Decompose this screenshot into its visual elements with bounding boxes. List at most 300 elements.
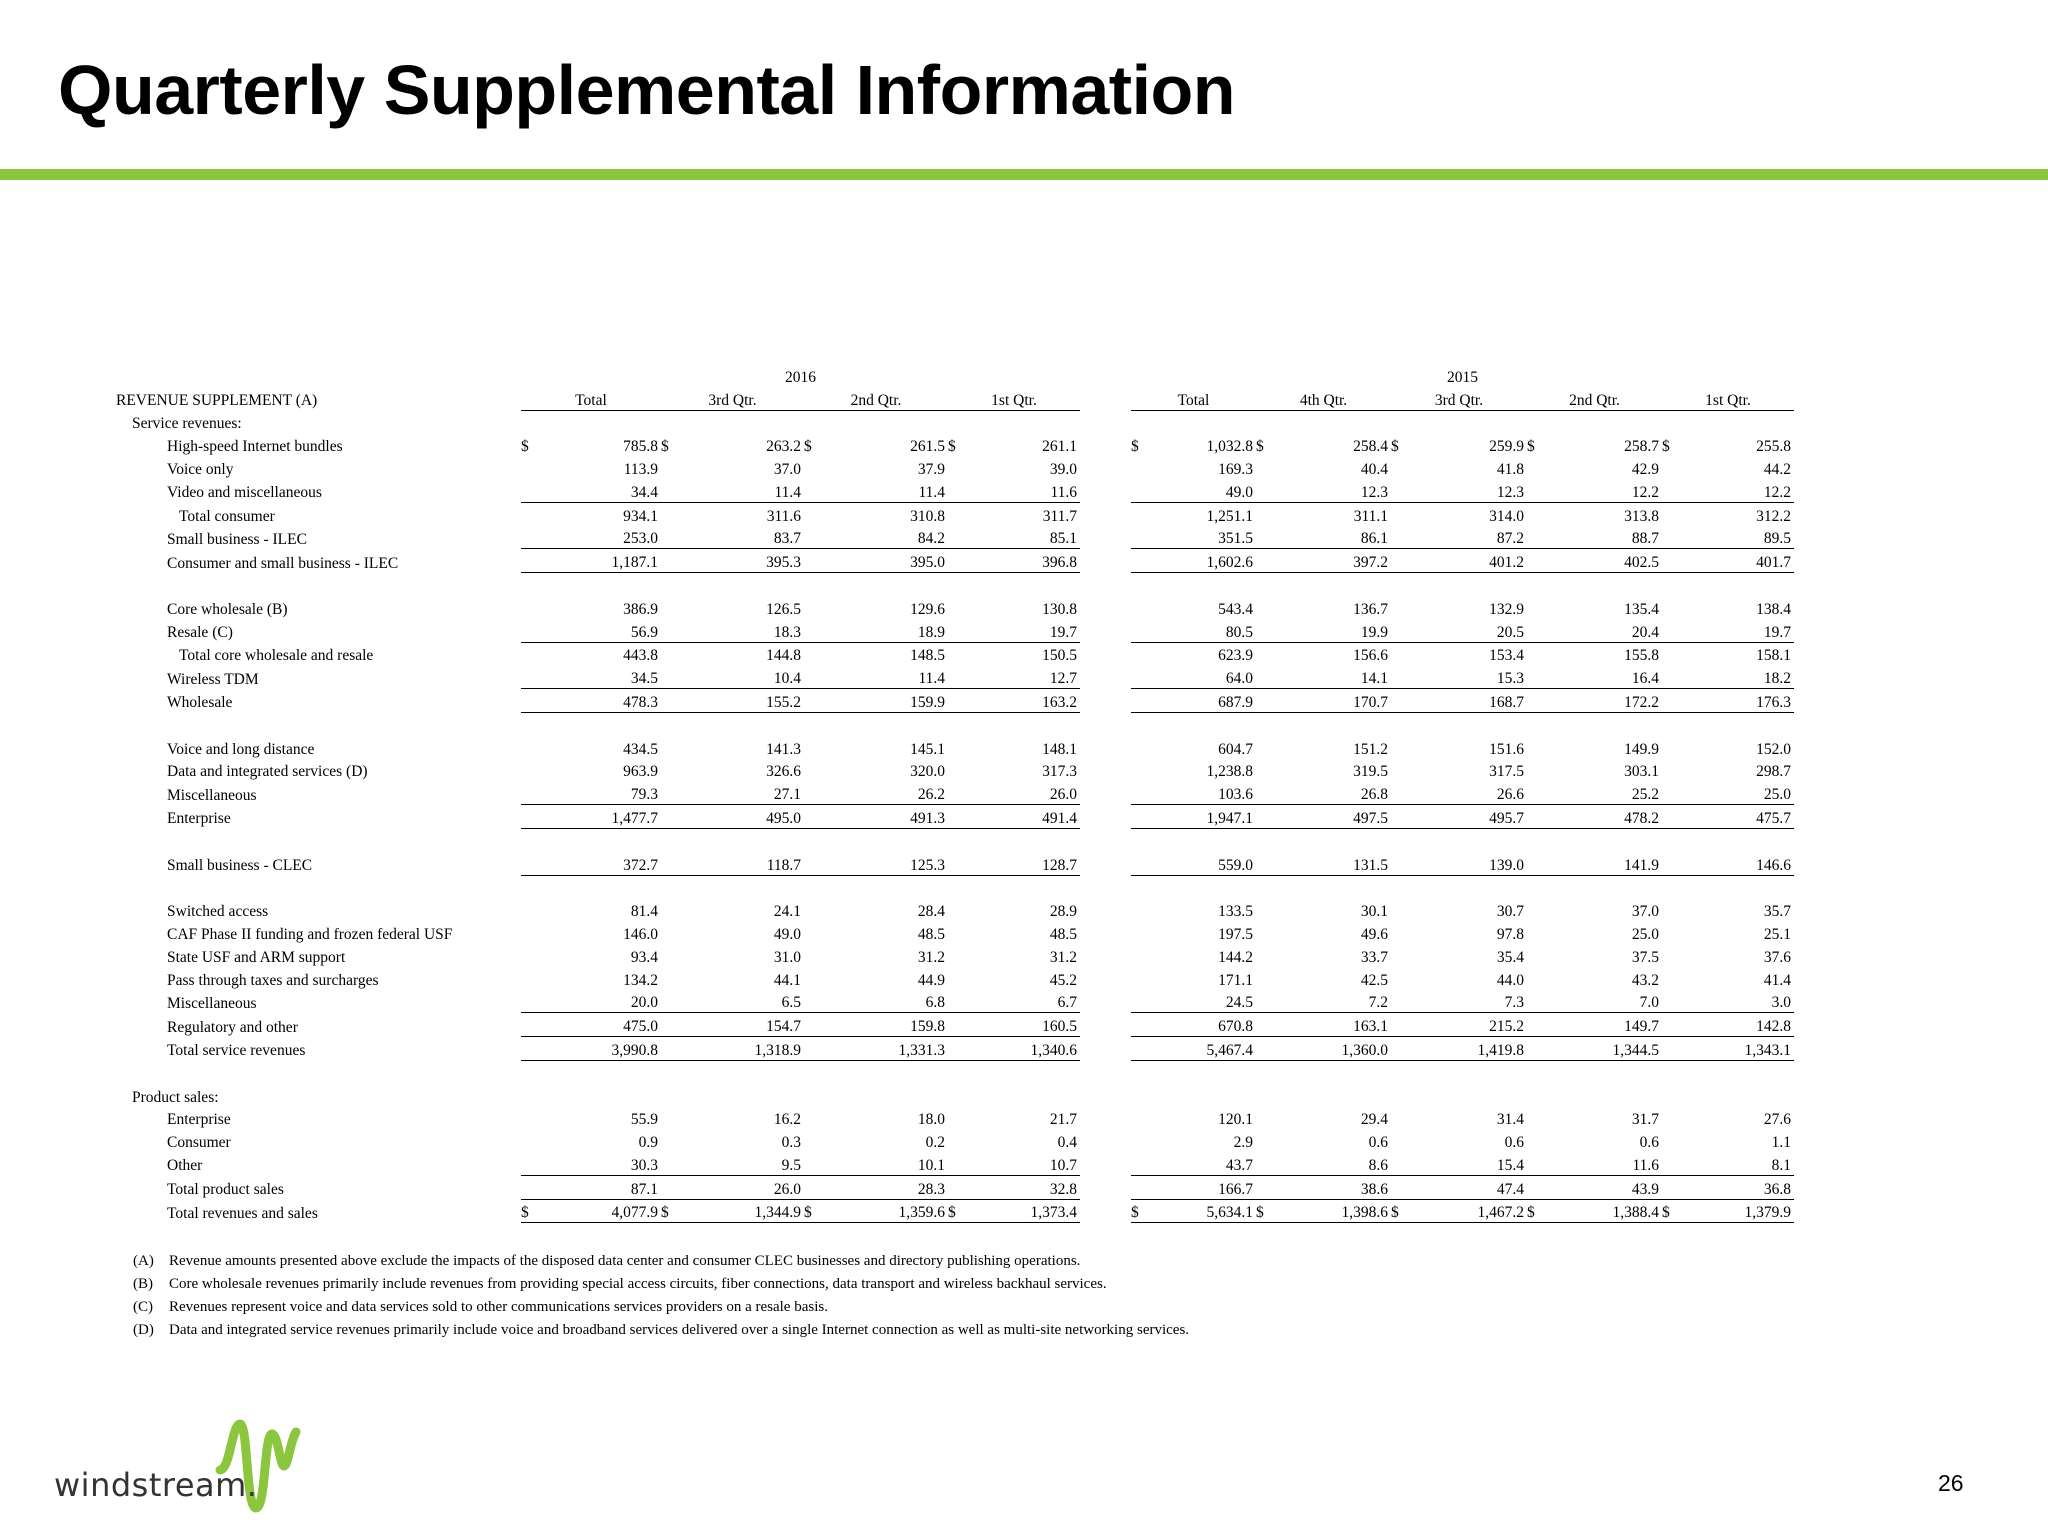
currency-symbol xyxy=(1256,665,1284,688)
currency-symbol xyxy=(1256,1175,1284,1199)
table-row xyxy=(116,1175,1794,1199)
currency-symbol xyxy=(1391,875,1419,898)
currency-symbol xyxy=(661,736,689,759)
currency-symbol xyxy=(948,1060,976,1083)
value-cell: 30.3 xyxy=(549,1152,661,1175)
currency-symbol xyxy=(1131,573,1159,596)
row-label: Regulatory and other xyxy=(167,1018,298,1036)
year-header-row xyxy=(116,364,1794,387)
footnote xyxy=(133,1276,1189,1299)
value-cell xyxy=(976,1084,1080,1107)
currency-symbol xyxy=(1391,526,1419,549)
value-cell: 159.9 xyxy=(832,689,948,713)
value-cell: 12.2 xyxy=(1555,479,1662,502)
currency-symbol: $ xyxy=(1131,438,1139,456)
table-row xyxy=(116,967,1794,990)
currency-symbol xyxy=(948,759,976,782)
currency-symbol xyxy=(1527,665,1555,688)
currency-symbol xyxy=(661,479,689,502)
value-cell: 37.6 xyxy=(1763,948,1791,966)
table-row xyxy=(116,1037,1794,1061)
currency-symbol xyxy=(521,852,549,875)
currency-symbol xyxy=(1527,1013,1555,1037)
value-cell: 11.4 xyxy=(832,665,948,688)
value-cell: 311.6 xyxy=(766,507,801,525)
value-cell: 785.8 xyxy=(623,438,658,456)
value-cell: 136.7 xyxy=(1353,600,1388,618)
currency-symbol xyxy=(521,1037,549,1061)
footnote-mark: (A) xyxy=(133,1253,154,1269)
currency-symbol: $ xyxy=(1391,1199,1419,1223)
currency-symbol xyxy=(1662,410,1690,433)
value-cell: 32.8 xyxy=(976,1175,1080,1199)
currency-symbol xyxy=(1662,549,1690,573)
currency-symbol xyxy=(1391,736,1419,759)
currency-symbol xyxy=(661,1152,689,1175)
currency-symbol xyxy=(521,828,549,851)
value-cell: 87.2 xyxy=(1419,526,1527,549)
currency-symbol xyxy=(521,1060,549,1083)
value-cell: 12.3 xyxy=(1419,479,1527,502)
row-label: Other xyxy=(167,1157,203,1175)
value-cell xyxy=(1284,410,1391,433)
value-cell: 0.3 xyxy=(781,1134,801,1152)
value-cell: 1,344.9 xyxy=(689,1199,804,1223)
currency-symbol xyxy=(521,898,549,921)
currency-symbol xyxy=(661,619,689,642)
value-cell: 31.2 xyxy=(1049,948,1077,966)
value-cell: 86.1 xyxy=(1284,526,1391,549)
currency-symbol xyxy=(948,944,976,967)
currency-symbol xyxy=(521,875,549,898)
currency-symbol xyxy=(804,619,832,642)
value-cell: 31.7 xyxy=(1631,1111,1659,1129)
value-cell: 144.8 xyxy=(766,647,801,665)
value-cell: 44.0 xyxy=(1496,971,1524,989)
currency-symbol xyxy=(661,828,689,851)
value-cell: 395.0 xyxy=(832,549,948,573)
currency-symbol xyxy=(1256,1129,1284,1152)
value-cell: 37.9 xyxy=(917,460,945,478)
table-row xyxy=(116,642,1794,665)
currency-symbol xyxy=(661,967,689,990)
value-cell xyxy=(1419,1060,1527,1083)
currency-symbol xyxy=(804,1060,832,1083)
value-cell: 142.8 xyxy=(1690,1013,1794,1037)
table-row xyxy=(116,944,1794,967)
value-cell: 150.5 xyxy=(1042,647,1077,665)
currency-symbol xyxy=(1391,1013,1419,1037)
currency-symbol xyxy=(1256,689,1284,713)
value-cell: 1,398.6 xyxy=(1284,1199,1391,1223)
value-cell: 146.6 xyxy=(1690,852,1794,875)
currency-symbol xyxy=(661,805,689,829)
currency-symbol xyxy=(521,1129,549,1152)
currency-symbol xyxy=(804,967,832,990)
currency-symbol xyxy=(948,967,976,990)
value-cell xyxy=(1555,712,1662,735)
value-cell: 1,340.6 xyxy=(976,1037,1080,1061)
currency-symbol xyxy=(1662,1152,1690,1175)
value-cell: 42.5 xyxy=(1360,971,1388,989)
value-cell: 3.0 xyxy=(1690,990,1794,1013)
currency-symbol xyxy=(1131,549,1159,573)
currency-symbol xyxy=(948,712,976,735)
row-label: Pass through taxes and surcharges xyxy=(167,971,379,989)
currency-symbol xyxy=(1662,573,1690,596)
value-cell: 16.4 xyxy=(1555,665,1662,688)
value-cell: 20.0 xyxy=(549,990,661,1013)
currency-symbol xyxy=(521,549,549,573)
currency-symbol xyxy=(948,479,976,502)
row-label: Consumer and small business - ILEC xyxy=(167,554,399,572)
currency-symbol xyxy=(804,479,832,502)
currency-symbol xyxy=(1256,898,1284,921)
value-cell: 35.7 xyxy=(1763,903,1791,921)
table-row xyxy=(116,990,1794,1013)
currency-symbol xyxy=(1256,502,1284,525)
currency-symbol xyxy=(521,1084,549,1107)
currency-symbol: $ xyxy=(1256,1199,1284,1223)
value-cell xyxy=(1284,875,1391,898)
currency-symbol xyxy=(1256,967,1284,990)
currency-symbol xyxy=(1131,990,1159,1013)
currency-symbol xyxy=(1527,410,1555,433)
value-cell: 39.0 xyxy=(1049,460,1077,478)
currency-symbol xyxy=(1662,781,1690,804)
value-cell xyxy=(976,828,1080,851)
table-row xyxy=(116,619,1794,642)
value-cell: 6.8 xyxy=(832,990,948,1013)
value-cell: 113.9 xyxy=(623,460,658,478)
value-cell: 149.7 xyxy=(1555,1013,1662,1037)
row-label: Total revenues and sales xyxy=(167,1204,318,1222)
value-cell: 28.9 xyxy=(1049,903,1077,921)
currency-symbol xyxy=(1131,1107,1159,1130)
value-cell: 317.3 xyxy=(1042,763,1077,781)
value-cell: 19.7 xyxy=(1690,619,1794,642)
value-cell xyxy=(832,1084,948,1107)
value-cell: 151.2 xyxy=(1353,740,1388,758)
currency-symbol xyxy=(1527,944,1555,967)
value-cell: 31.2 xyxy=(917,948,945,966)
currency-symbol xyxy=(804,665,832,688)
table-row xyxy=(116,759,1794,782)
value-cell: 31.0 xyxy=(773,948,801,966)
currency-symbol xyxy=(1256,526,1284,549)
currency-symbol xyxy=(1527,1060,1555,1083)
value-cell: 0.6 xyxy=(1504,1134,1524,1152)
value-cell xyxy=(1284,1060,1391,1083)
currency-symbol: $ xyxy=(804,438,812,456)
value-cell: 434.5 xyxy=(623,740,658,758)
currency-symbol xyxy=(521,596,549,619)
value-cell: 47.4 xyxy=(1419,1175,1527,1199)
value-cell: 19.7 xyxy=(976,619,1080,642)
value-cell: 1.1 xyxy=(1771,1134,1791,1152)
currency-symbol xyxy=(1662,665,1690,688)
value-cell: 397.2 xyxy=(1284,549,1391,573)
value-cell: 34.4 xyxy=(549,479,661,502)
row-label xyxy=(116,875,521,898)
value-cell: 258.7 xyxy=(1624,438,1659,456)
value-cell xyxy=(549,1060,661,1083)
currency-symbol xyxy=(1256,619,1284,642)
value-cell: 30.1 xyxy=(1360,903,1388,921)
value-cell xyxy=(1159,712,1256,735)
table-row xyxy=(116,549,1794,573)
currency-symbol xyxy=(948,1107,976,1130)
value-cell xyxy=(1284,573,1391,596)
row-label: CAF Phase II funding and frozen federal USF xyxy=(167,925,453,943)
value-cell: 1,379.9 xyxy=(1690,1199,1794,1223)
value-cell: 151.6 xyxy=(1489,740,1524,758)
currency-symbol xyxy=(948,898,976,921)
currency-symbol xyxy=(661,781,689,804)
value-cell: 160.5 xyxy=(976,1013,1080,1037)
currency-symbol xyxy=(521,921,549,944)
value-cell: 24.1 xyxy=(773,903,801,921)
currency-symbol xyxy=(804,573,832,596)
value-cell: 1,373.4 xyxy=(976,1199,1080,1223)
value-cell xyxy=(1690,875,1794,898)
value-cell: 1,467.2 xyxy=(1419,1199,1527,1223)
value-cell: 310.8 xyxy=(910,507,945,525)
value-cell: 56.9 xyxy=(549,619,661,642)
currency-symbol xyxy=(1256,1152,1284,1175)
value-cell: 138.4 xyxy=(1756,600,1791,618)
value-cell: 401.7 xyxy=(1690,549,1794,573)
table-row xyxy=(116,433,1794,456)
currency-symbol xyxy=(1662,596,1690,619)
value-cell xyxy=(976,875,1080,898)
currency-symbol xyxy=(1391,596,1419,619)
value-cell xyxy=(689,410,804,433)
value-cell: 1,359.6 xyxy=(832,1199,948,1223)
currency-symbol xyxy=(804,526,832,549)
value-cell: 49.0 xyxy=(773,925,801,943)
currency-symbol xyxy=(661,1175,689,1199)
section-row xyxy=(116,1084,1794,1107)
value-cell: 314.0 xyxy=(1489,507,1524,525)
value-cell: 11.6 xyxy=(976,479,1080,502)
value-cell: 1,187.1 xyxy=(549,549,661,573)
currency-symbol xyxy=(1256,573,1284,596)
row-label: Product sales: xyxy=(132,1088,219,1106)
value-cell: 401.2 xyxy=(1419,549,1527,573)
currency-symbol xyxy=(1527,1084,1555,1107)
currency-symbol: $ xyxy=(661,438,669,456)
value-cell: 303.1 xyxy=(1624,763,1659,781)
row-label xyxy=(116,828,521,851)
currency-symbol xyxy=(1527,805,1555,829)
value-cell: 28.4 xyxy=(917,903,945,921)
column-header: 3rd Qtr. xyxy=(1391,387,1527,410)
table-row xyxy=(116,1129,1794,1152)
currency-symbol xyxy=(1662,736,1690,759)
currency-symbol xyxy=(948,456,976,479)
value-cell: 8.1 xyxy=(1690,1152,1794,1175)
value-cell xyxy=(549,875,661,898)
currency-symbol xyxy=(1131,665,1159,688)
value-cell xyxy=(1555,828,1662,851)
value-cell xyxy=(1284,828,1391,851)
currency-symbol: $ xyxy=(948,438,956,456)
value-cell: 317.5 xyxy=(1489,763,1524,781)
currency-symbol xyxy=(661,596,689,619)
value-cell: 396.8 xyxy=(976,549,1080,573)
value-cell: 5,467.4 xyxy=(1159,1037,1256,1061)
currency-symbol xyxy=(1662,619,1690,642)
row-label: Miscellaneous xyxy=(167,994,257,1012)
value-cell xyxy=(1690,1060,1794,1083)
value-cell: 149.9 xyxy=(1624,740,1659,758)
value-cell: 141.9 xyxy=(1555,852,1662,875)
currency-symbol: $ xyxy=(521,438,529,456)
currency-symbol xyxy=(804,781,832,804)
currency-symbol xyxy=(948,596,976,619)
row-label: Voice and long distance xyxy=(167,740,315,758)
value-cell: 27.1 xyxy=(689,781,804,804)
currency-symbol xyxy=(1256,479,1284,502)
value-cell: 144.2 xyxy=(1218,948,1253,966)
accent-divider xyxy=(0,169,2048,180)
currency-symbol: $ xyxy=(1256,438,1264,456)
value-cell: 79.3 xyxy=(549,781,661,804)
value-cell xyxy=(549,573,661,596)
value-cell: 97.8 xyxy=(1496,925,1524,943)
value-cell: 259.9 xyxy=(1489,438,1524,456)
currency-symbol xyxy=(1131,944,1159,967)
value-cell: 26.0 xyxy=(976,781,1080,804)
value-cell: 10.4 xyxy=(689,665,804,688)
value-cell: 145.1 xyxy=(910,740,945,758)
value-cell: 18.3 xyxy=(689,619,804,642)
currency-symbol xyxy=(948,549,976,573)
currency-symbol xyxy=(1131,1013,1159,1037)
value-cell: 14.1 xyxy=(1284,665,1391,688)
value-cell: 131.5 xyxy=(1284,852,1391,875)
currency-symbol xyxy=(948,781,976,804)
currency-symbol xyxy=(1662,990,1690,1013)
footnote-text: Revenues represent voice and data services sold to other communications services providers on a resale basis. xyxy=(169,1299,828,1315)
footnote-mark: (D) xyxy=(133,1322,154,1338)
table-row xyxy=(116,1199,1794,1223)
value-cell: 37.0 xyxy=(1631,903,1659,921)
table-row xyxy=(116,781,1794,804)
currency-symbol xyxy=(1391,549,1419,573)
column-header: 2nd Qtr. xyxy=(1527,387,1662,410)
value-cell: 48.5 xyxy=(917,925,945,943)
currency-symbol xyxy=(1256,642,1284,665)
currency-symbol xyxy=(1391,990,1419,1013)
currency-symbol: $ xyxy=(1391,438,1399,456)
value-cell: 263.2 xyxy=(766,438,801,456)
value-cell: 372.7 xyxy=(549,852,661,875)
spacer-row xyxy=(116,573,1794,596)
value-cell: 18.9 xyxy=(832,619,948,642)
currency-symbol xyxy=(661,852,689,875)
currency-symbol xyxy=(1131,828,1159,851)
currency-symbol xyxy=(1662,526,1690,549)
currency-symbol xyxy=(1391,781,1419,804)
table-row xyxy=(116,898,1794,921)
value-cell: 156.6 xyxy=(1353,647,1388,665)
currency-symbol xyxy=(804,712,832,735)
currency-symbol xyxy=(1527,781,1555,804)
value-cell: 41.4 xyxy=(1763,971,1791,989)
spacer-row xyxy=(116,875,1794,898)
value-cell: 36.8 xyxy=(1690,1175,1794,1199)
currency-symbol xyxy=(1527,549,1555,573)
footnote-text: Revenue amounts presented above exclude the impacts of the disposed data center and consumer CLEC businesses and directory publishing operations. xyxy=(169,1253,1081,1269)
currency-symbol xyxy=(1527,712,1555,735)
currency-symbol xyxy=(521,759,549,782)
currency-symbol xyxy=(521,456,549,479)
value-cell: 1,477.7 xyxy=(549,805,661,829)
currency-symbol xyxy=(1256,990,1284,1013)
value-cell: 395.3 xyxy=(689,549,804,573)
currency-symbol xyxy=(804,990,832,1013)
currency-symbol xyxy=(1131,479,1159,502)
value-cell xyxy=(1419,1084,1527,1107)
currency-symbol xyxy=(948,526,976,549)
row-label xyxy=(116,1060,521,1083)
currency-symbol xyxy=(1527,759,1555,782)
currency-symbol xyxy=(661,1037,689,1061)
value-cell: 16.2 xyxy=(773,1111,801,1129)
value-cell: 12.7 xyxy=(976,665,1080,688)
currency-symbol xyxy=(1131,1152,1159,1175)
currency-symbol xyxy=(1662,828,1690,851)
value-cell xyxy=(1159,410,1256,433)
row-label: Total core wholesale and resale xyxy=(179,647,374,665)
value-cell: 148.5 xyxy=(910,647,945,665)
row-label: Wireless TDM xyxy=(167,670,259,688)
value-cell: 1,251.1 xyxy=(1206,507,1253,525)
value-cell: 543.4 xyxy=(1218,600,1253,618)
value-cell: 9.5 xyxy=(689,1152,804,1175)
currency-symbol xyxy=(804,805,832,829)
value-cell xyxy=(1555,875,1662,898)
row-label: Voice only xyxy=(167,460,234,478)
currency-symbol xyxy=(1131,1037,1159,1061)
currency-symbol xyxy=(521,805,549,829)
currency-symbol xyxy=(1391,573,1419,596)
value-cell: 155.2 xyxy=(689,689,804,713)
year-2016-header: 2016 xyxy=(785,368,816,386)
currency-symbol xyxy=(1256,1037,1284,1061)
currency-symbol xyxy=(948,805,976,829)
currency-symbol xyxy=(1527,1129,1555,1152)
currency-symbol xyxy=(1527,456,1555,479)
value-cell: 1,318.9 xyxy=(689,1037,804,1061)
value-cell xyxy=(549,828,661,851)
currency-symbol: $ xyxy=(521,1199,549,1223)
value-cell: 15.4 xyxy=(1419,1152,1527,1175)
table-row xyxy=(116,596,1794,619)
row-label: Total consumer xyxy=(179,507,275,525)
value-cell: 172.2 xyxy=(1555,689,1662,713)
currency-symbol xyxy=(804,642,832,665)
value-cell: 170.7 xyxy=(1284,689,1391,713)
currency-symbol xyxy=(521,689,549,713)
currency-symbol xyxy=(804,736,832,759)
value-cell xyxy=(1690,1084,1794,1107)
value-cell: 1,238.8 xyxy=(1206,763,1253,781)
value-cell: 3,990.8 xyxy=(549,1037,661,1061)
value-cell: 312.2 xyxy=(1756,507,1791,525)
